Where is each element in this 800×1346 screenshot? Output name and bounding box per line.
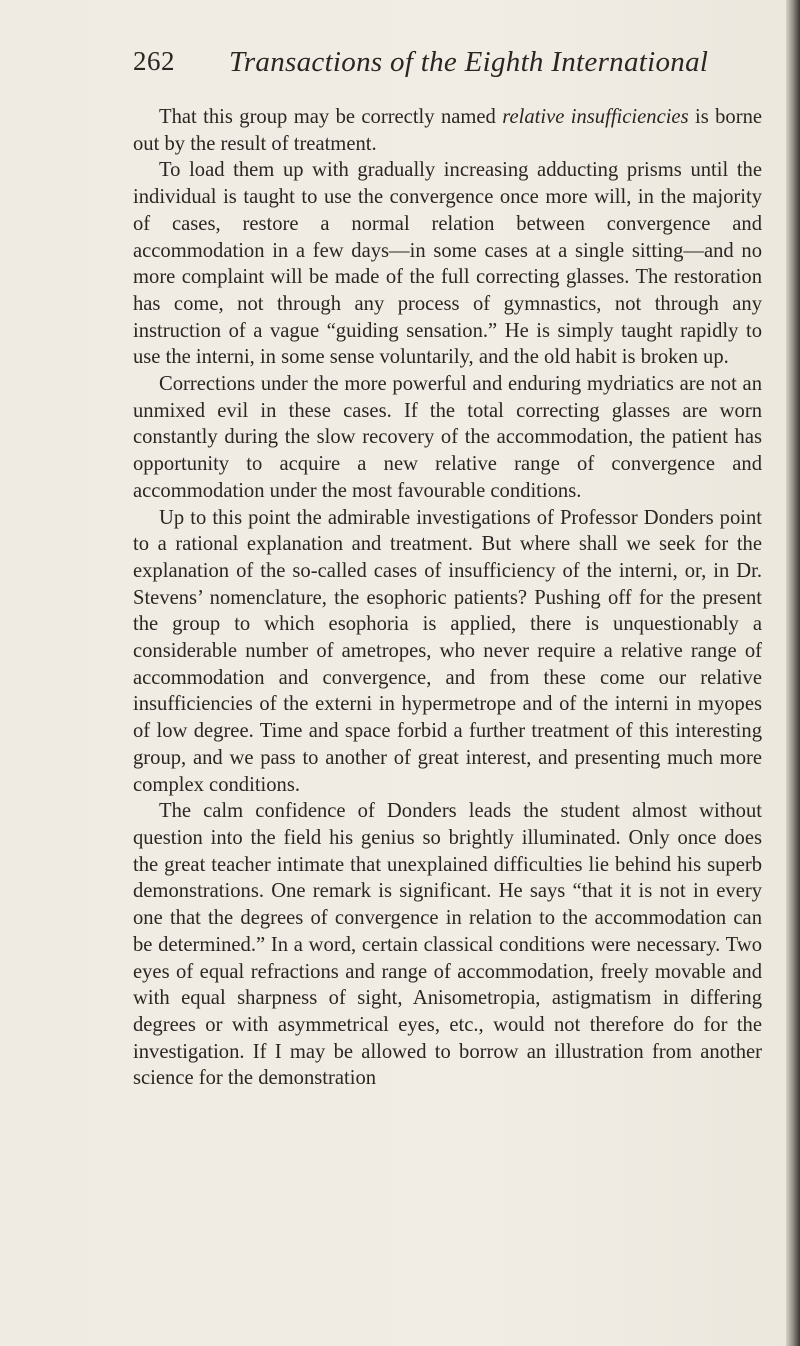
paragraph-5: The calm confidence of Donders leads the student almost without question into the field his genius so brightly illuminated. Only once does the great teacher intimate that unexplained difficulties lie behind his superb demonstrations. One remark is significant. He says “that it is not in every one that the degrees of convergence in relation to the accommodation can be determined.” In a word, certain classical conditions were necessary. Two eyes of equal refractions and range of accommodation, freely movable and with equal sharpness of sight, Anisometropia, astigmatism in differing degrees or with asymmetrical eyes, etc., would not therefore do for the investigation. If I may be allowed to borrow an illustration from another science for the demonstration: [133, 800, 762, 1090]
running-title: Transactions of the Eighth International: [229, 46, 709, 78]
paragraph-2: To load them up with gradually increasing adducting prisms until the individual is taught to use the convergence once more will, in the majority of cases, restore a normal relation between convergence and accommodation in a few days—in some cases at a single sitting—and no more complaint will be made of the full correcting glasses. The restoration has come, not through any process of gymnastics, not through any instruction of a vague “guiding sensation.” He is simply taught rapidly to use the interni, in some sense voluntarily, and the old habit is broken up.: [133, 159, 762, 369]
page-edge-shadow: [786, 0, 800, 1346]
page-number: 262: [133, 46, 175, 76]
page-header: [133, 46, 773, 86]
paragraph-3: Corrections under the more powerful and enduring mydriatics are not an unmixed evil in these cases. If the total correcting glasses are worn constantly during the slow recovery of the accommodation, the patient has opportunity to acquire a new relative range of convergence and accommodation under the most favourable conditions.: [133, 373, 762, 502]
paragraph-4: Up to this point the admirable investigations of Professor Donders point to a rational explanation and treatment. But where shall we seek for the explanation of the so-called cases of insufficiency of the interni, or, in Dr. Stevens’ nomenclature, the esophoric patients? Pushing off for the present the group to which esophoria is applied, there is unquestionably a considerable number of ametropes, who never require a relative range of accommodation and convergence, and from these come our relative insufficiencies of the externi in hypermetrope and of the interni in myopes of low degree. Time and space forbid a further treatment of this interesting group, and we pass to another of great interest, and presenting much more complex conditions.: [133, 506, 762, 796]
body-text: [133, 104, 762, 1092]
italic-term: relative insufficiencies: [502, 106, 689, 128]
paragraph-1: That this group may be correctly named relative insufficiencies is borne out by the result of treatment.: [133, 106, 763, 155]
